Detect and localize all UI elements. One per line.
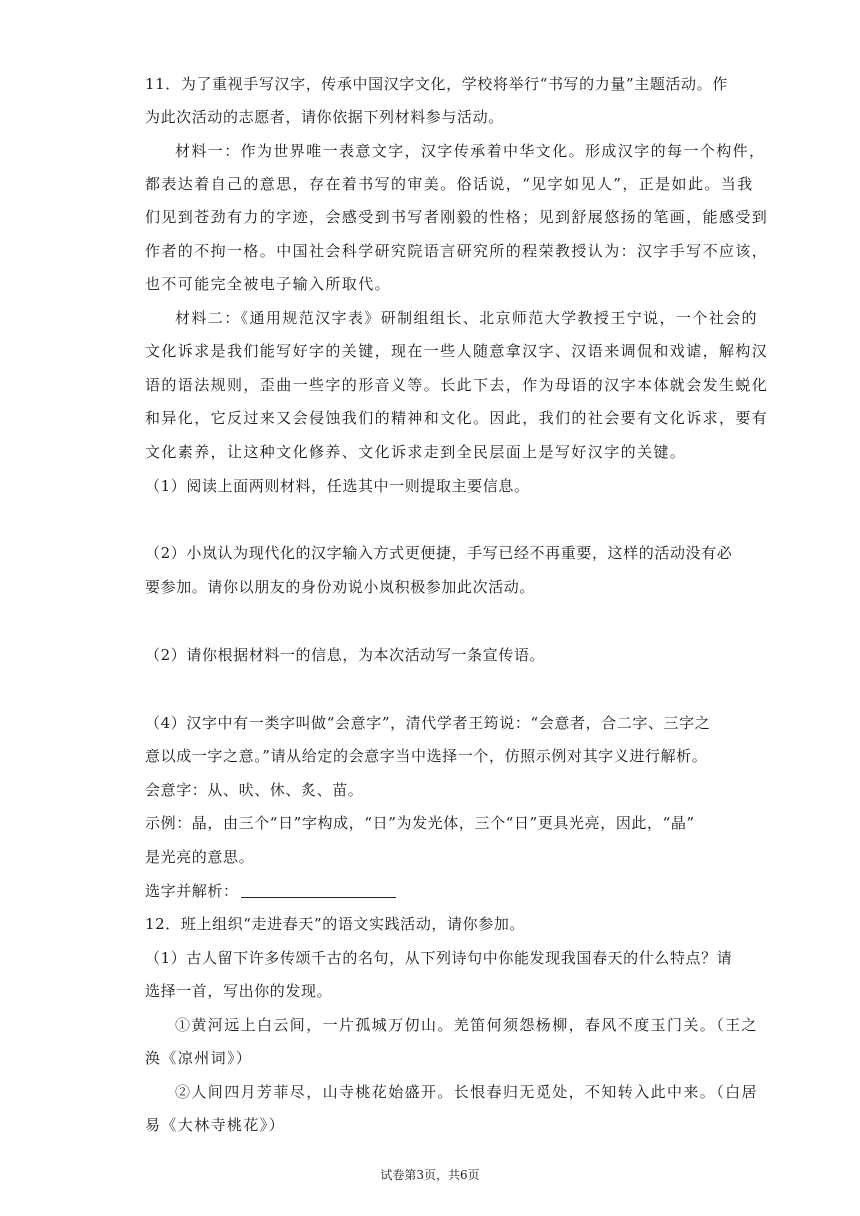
q11-material1-line-2: 都表达着自己的意思，存在着书写的审美。俗话说，“见字如见人”，正是如此。当我 bbox=[145, 175, 754, 193]
q11-sub3: （2）请你根据材料一的信息，为本次活动写一条宣传语。 bbox=[145, 646, 546, 664]
q11-material1-line-1: 材料一：作为世界唯一表意文字，汉字传承着中华文化。形成汉字的每一个构件， bbox=[175, 142, 766, 160]
q11-sub2-line-2: 要参加。请你以朋友的身份劝说小岚积极参加此次活动。 bbox=[145, 578, 536, 596]
q11-material2-line-1: 材料二：《通用规范汉字表》研制组组长、北京师范大学教授王宁说，一个社会的 bbox=[175, 309, 758, 327]
q12-poem1-line-1: ①黄河远上白云间，一片孤城万仞山。羌笛何须怨杨柳，春风不度玉门关。（王之 bbox=[175, 1016, 758, 1034]
q12-poem2-line-1: ②人间四月芳菲尽，山寺桃花始盛开。长恨春归无觅处，不知转入此中来。（白居 bbox=[175, 1083, 758, 1101]
q12-poem2-line-2: 易《大林寺桃花》） bbox=[145, 1116, 286, 1134]
q11-material2-line-5: 文化素养，让这种文化修养、文化诉求走到全民层面上是写好汉字的关键。 bbox=[145, 443, 687, 461]
q12-sub1-line-1: （1）古人留下许多传颂千古的名句，从下列诗句中你能发现我国春天的什么特点？请 bbox=[145, 949, 733, 967]
q11-sub2-line-1: （2）小岚认为现代化的汉字输入方式更便捷，手写已经不再重要，这样的活动没有必 bbox=[145, 544, 733, 562]
q12-intro: 12．班上组织“走进春天”的语文实践活动，请你参加。 bbox=[145, 915, 526, 933]
q11-example-line-2: 是光亮的意思。 bbox=[145, 848, 255, 866]
q12-poem1-line-2: 涣《凉州词》） bbox=[145, 1049, 253, 1067]
q11-sub4-line-1: （4）汉字中有一类字叫做“会意字”，清代学者王筠说：“会意者，合二字、三字之 bbox=[145, 714, 711, 732]
q11-material1-line-4: 作者的不拘一格。中国社会科学研究院语言研究所的程荣教授认为：汉字手写不应该， bbox=[145, 242, 769, 260]
q12-sub1-line-2: 选择一首，写出你的发现。 bbox=[145, 982, 333, 1000]
q11-material1-line-5: 也不可能完全被电子输入所取代。 bbox=[145, 275, 392, 293]
q11-sub1: （1）阅读上面两则材料，任选其中一则提取主要信息。 bbox=[145, 477, 530, 495]
q11-example-line-1: 示例：晶，由三个“日”字构成，“日”为发光体，三个“日”更具光亮，因此，“晶” bbox=[145, 814, 695, 832]
q11-answer-row bbox=[145, 881, 735, 901]
page-footer: 试卷第3页，共6页 bbox=[380, 1168, 480, 1182]
q11-sub4-line-2: 意以成一字之意。”请从给定的会意字当中选择一个，仿照示例对其字义进行解析。 bbox=[145, 747, 708, 765]
q11-intro-line-2: 为此次活动的志愿者，请你依据下列材料参与活动。 bbox=[145, 108, 504, 126]
q11-material2-line-2: 文化诉求是我们能写好字的关键，现在一些人随意拿汉字、汉语来调侃和戏谑，解构汉 bbox=[145, 342, 769, 360]
q11-answer-label: 选字并解析： bbox=[145, 882, 239, 900]
answer-blank[interactable] bbox=[241, 883, 396, 898]
q11-characters: 会意字：从、吠、休、炙、苗。 bbox=[145, 781, 364, 799]
q11-material2-line-3: 语的语法规则，歪曲一些字的形音义等。长此下去，作为母语的汉字本体就会发生蜕化 bbox=[145, 376, 769, 394]
q11-material2-line-4: 和异化，它反过来又会侵蚀我们的精神和文化。因此，我们的社会要有文化诉求，要有 bbox=[145, 409, 769, 427]
q11-material1-line-3: 们见到苍劲有力的字迹，会感受到书写者刚毅的性格；见到舒展悠扬的笔画，能感受到 bbox=[145, 208, 769, 226]
q11-intro-line-1: 11．为了重视手写汉字，传承中国汉字文化，学校将举行“书写的力量”主题活动。作 bbox=[145, 75, 728, 93]
